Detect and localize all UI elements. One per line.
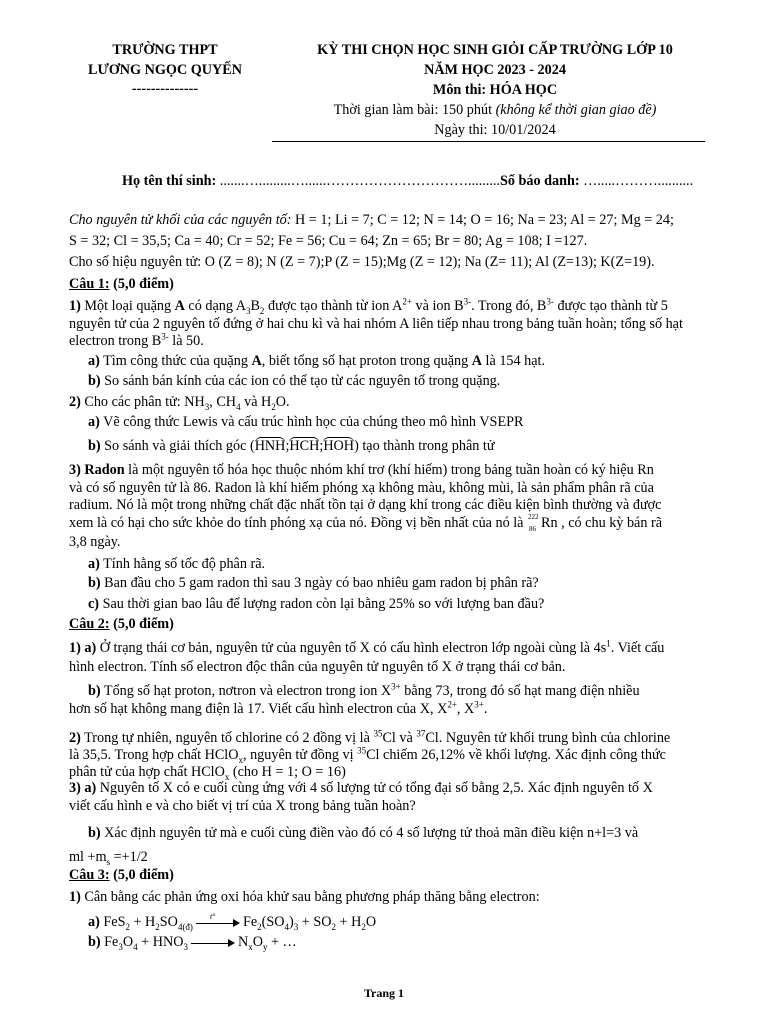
formula: + H	[129, 914, 156, 930]
isotope-notation	[527, 512, 541, 533]
superscript: 2+	[447, 699, 457, 710]
q2-title: Câu 2:	[69, 616, 110, 632]
superscript: 3-	[546, 296, 554, 307]
q1-text: , CH	[209, 394, 237, 410]
item-label: b)	[88, 934, 101, 950]
subscript: 2	[257, 921, 262, 932]
subject-value: HÓA HỌC	[489, 82, 558, 98]
school-divider: --------------	[131, 81, 199, 97]
subscript: 2	[155, 921, 160, 932]
q1-text: là 154 hạt.	[482, 353, 546, 369]
superscript: 37	[416, 728, 426, 739]
q1-3c	[88, 595, 544, 613]
q2-text: là 35,5. Trong hợp chất HClO	[69, 747, 239, 763]
q3-p1	[69, 888, 540, 906]
q1-3b	[88, 574, 539, 592]
q1-text: là 50.	[168, 333, 204, 349]
superscript: 3+	[474, 699, 484, 710]
q2-text: Ở trạng thái cơ bản, nguyên tử của nguyên tố X có cấu hình electron lớp ngoài cùng là 4s	[96, 640, 607, 656]
reaction-b	[88, 933, 297, 951]
q2-3b-line1	[88, 824, 638, 842]
q1-text: Vẽ công thức Lewis và cấu trúc hình học của chúng theo mô hình VSEPR	[99, 414, 524, 430]
q1-text: và ion B	[411, 298, 464, 314]
q2-text: Cl chiếm 26,12% về khối lượng. Xác định công thức	[366, 747, 666, 763]
mass-line1	[69, 211, 674, 229]
subscript: 2	[331, 921, 336, 932]
formula: Fe	[100, 934, 119, 950]
isotope-mass: 222	[528, 512, 539, 521]
superscript: 3+	[391, 681, 401, 692]
reaction-arrow-icon	[191, 937, 235, 949]
radon-word: Radon	[80, 462, 125, 478]
q1-text: Sau thời gian bao lâu để lượng radon còn lại bằng 25% so với lượng ban đầu?	[99, 596, 545, 612]
exam-title: KỲ THI CHỌN HỌC SINH GIỎI CẤP TRƯỜNG LỚP 10	[317, 42, 673, 58]
q2-text: , nguyên tử đồng vị	[242, 747, 358, 763]
time-line	[275, 101, 715, 119]
reaction-arrow-icon	[196, 911, 240, 929]
subject-label: Môn thi:	[432, 82, 490, 98]
q1-text: xem là có hại cho sức khỏe do tính phóng xạ của nó. Đồng vị bền nhất của nó là	[69, 515, 528, 531]
q2-text: =+1/2	[110, 849, 148, 865]
q1-p3-number: 3)	[69, 462, 81, 478]
formula: + HNO	[137, 934, 184, 950]
q1-ore-label: A	[174, 298, 185, 314]
q1-p1-line1	[69, 297, 668, 315]
isotope-symbol: Rn	[541, 515, 558, 531]
superscript: 1	[606, 638, 611, 649]
q2-text: Trong tự nhiên, nguyên tố chlorine có 2 đồng vị là	[80, 730, 374, 746]
item-label: a)	[88, 353, 100, 369]
q3-points: (5,0 điểm)	[109, 867, 174, 883]
q1-text: Ban đầu cho 5 gam radon thì sau 3 ngày có bao nhiêu gam radon bị phân rã?	[100, 575, 539, 591]
q1-text: B	[250, 298, 260, 314]
q2-text: bằng 73, trong đó số hạt mang điện nhiều	[400, 683, 640, 699]
subscript: 2	[125, 921, 130, 932]
page-number: Trang 1	[363, 986, 405, 1000]
q1-text: O.	[275, 394, 290, 410]
q2-p1-line2: hình electron. Tính số electron độc thân của nguyên tử nguyên tố X ở trạng thái cơ bản.	[69, 659, 566, 675]
q2-text: , X	[456, 701, 475, 717]
q1-2a	[88, 413, 523, 431]
subscript: (đ)	[182, 921, 193, 932]
subscript: x	[224, 771, 230, 782]
q2-text: ml +m	[69, 849, 107, 865]
subscript: 2	[259, 305, 265, 316]
q1-text: có dạng A	[184, 298, 246, 314]
q1-text: Tính hằng số tốc độ phân rã.	[99, 556, 266, 572]
q2-text: .	[483, 701, 488, 717]
superscript: 3-	[463, 296, 472, 307]
q1-text: là một nguyên tố hóa học thuộc nhóm khí trơ (khí hiếm) trong bảng tuần hoàn có ký hiệu Rn	[124, 462, 654, 478]
formula: SO	[159, 914, 178, 930]
q1-p1-line2: nguyên tử của 2 nguyên tố đứng ở hai chu kì và hai nhóm A liên tiếp nhau trong bảng tuần hoàn; tổng số hạt	[69, 316, 683, 332]
q1-1a	[88, 352, 545, 370]
formula: + H	[335, 914, 362, 930]
q1-3a	[88, 555, 265, 573]
exam-date: Ngày thi: 10/01/2024	[434, 122, 556, 138]
formula: (SO	[261, 914, 285, 930]
item-label: a)	[88, 556, 100, 572]
angle-hnh: HNH	[254, 438, 286, 454]
q2-text: phân tử của hợp chất HClO	[69, 764, 225, 780]
q1-text: ) tạo thành trong phân tử	[354, 438, 495, 454]
formula: O	[252, 934, 263, 950]
subscript: s	[106, 856, 111, 867]
q2-p2-line2	[69, 746, 666, 764]
superscript: 3-	[161, 331, 169, 342]
item-label: b)	[88, 438, 101, 454]
q1-text: Tìm công thức của quặng	[99, 353, 252, 369]
q1-p3-line3: radium. Nó là một trong những chất đặc nhất tồn tại ở dạng khí trong các điều kiện bình thường và được	[69, 497, 662, 513]
superscript: 35	[373, 728, 383, 739]
q3-p1-number: 1)	[69, 889, 81, 905]
q2-p1-line1	[69, 639, 664, 657]
item-label: c)	[88, 596, 100, 612]
q2-p3-number: 3) a)	[69, 780, 97, 796]
q1-text: , có chu kỳ bán rã	[557, 515, 662, 531]
subscript: 4	[284, 921, 289, 932]
q2-text: (cho H = 1; O = 16)	[229, 764, 346, 780]
q1-text: electron trong B	[69, 333, 162, 349]
subscript: 3	[118, 941, 123, 952]
q1-p3-line4	[69, 514, 662, 532]
q2-p2-number: 2)	[69, 730, 81, 746]
q3-title: Câu 3:	[69, 867, 110, 883]
candidate-line	[122, 172, 693, 190]
formula: + …	[267, 934, 297, 950]
q1-text: và H	[240, 394, 272, 410]
q1-text: , biết tổng số hạt proton trong quặng	[261, 353, 472, 369]
atomic-number-line: Cho số hiệu nguyên tử: O (Z = 8); N (Z = 7);P (Z = 15);Mg (Z = 12); Na (Z= 11); Al (Z=13); K(Z=19).	[69, 254, 655, 270]
subscript: 4	[177, 921, 183, 932]
school-year: NĂM HỌC 2023 - 2024	[424, 62, 566, 78]
subscript: y	[262, 941, 268, 952]
q1-p3-line5: 3,8 ngày.	[69, 534, 121, 550]
q1-p3-line1	[69, 461, 654, 479]
header-rule	[272, 141, 705, 142]
school-name-line1: TRƯỜNG THPT	[112, 42, 218, 58]
subject-line	[275, 81, 715, 99]
subscript: 3	[245, 305, 251, 316]
id-label: Số báo danh:	[499, 173, 584, 189]
school-name-line2: LƯƠNG NGỌC QUYẾN	[88, 62, 242, 78]
item-label: a)	[88, 914, 100, 930]
q2-p3-line2: viết cấu hình e và cho biết vị trí của X trong bảng tuần hoàn?	[69, 798, 416, 814]
q3-heading	[69, 866, 174, 884]
q1-ore-label: A	[471, 353, 482, 369]
q1-text: So sánh bán kính của các ion có thể tạo từ các nguyên tố trong quặng.	[100, 373, 501, 389]
q1-text: Cho các phân tử: NH	[80, 394, 205, 410]
name-label: Họ tên thí sinh:	[122, 173, 220, 189]
q1-text: . Trong đó, B	[471, 298, 547, 314]
name-dots: .......….........…......………………………….........	[219, 173, 500, 189]
q2-p3-line1	[69, 779, 653, 797]
q2-p2-line1	[69, 729, 670, 747]
q1-p2-number: 2)	[69, 394, 81, 410]
formula: )	[289, 914, 294, 930]
heat-label: t°	[209, 911, 216, 921]
formula: FeS	[99, 914, 126, 930]
subscript: 3	[293, 921, 299, 932]
superscript: 2+	[402, 296, 412, 307]
q1-2b: b) So sánh và giải thích góc (HNH;HCH;HOH) tạo thành trong phân tử	[88, 438, 495, 454]
q1-points: (5,0 điểm)	[109, 276, 174, 292]
q1-title: Câu 1:	[69, 276, 110, 292]
mass-values-1: H = 1; Li = 7; C = 12; N = 14; O = 16; Na = 23; Al = 27; Mg = 24;	[291, 212, 674, 228]
q2-1b-line2	[69, 700, 487, 718]
q2-text: . Viết cấu	[610, 640, 665, 656]
q2-p1-number: 1) a)	[69, 640, 97, 656]
angle-hch: HCH	[289, 438, 320, 454]
time-limit: Thời gian làm bài: 150 phút	[333, 102, 496, 118]
isotope-number: 86	[529, 524, 537, 533]
subscript: x	[248, 941, 253, 952]
formula: O	[365, 914, 377, 930]
superscript: 35	[357, 745, 367, 756]
subscript: 4	[133, 941, 138, 952]
mass-intro: Cho nguyên tử khối của các nguyên tố:	[69, 212, 292, 228]
q1-text: Một loại quặng	[80, 298, 175, 314]
reaction-a	[88, 913, 376, 931]
item-label: b)	[88, 575, 101, 591]
q1-ore-label: A	[251, 353, 262, 369]
q2-3b-line2	[69, 848, 148, 866]
subscript: 2	[361, 921, 366, 932]
q1-text: được tạo thành từ ion A	[264, 298, 403, 314]
mass-line2: S = 32; Cl = 35,5; Ca = 40; Cr = 52; Fe = 56; Cu = 64; Zn = 65; Br = 80; Ag = 108; I =127.	[69, 233, 588, 249]
q1-text: được tạo thành từ 5	[553, 298, 668, 314]
q2-heading	[69, 615, 174, 633]
q2-text: Tổng số hạt proton, nơtron và electron trong ion X	[100, 683, 392, 699]
q2-text: Cl. Nguyên tử khối trung bình của chlorine	[425, 730, 671, 746]
formula: Fe	[242, 914, 258, 930]
time-note: (không kể thời gian giao đề)	[495, 102, 657, 118]
subscript: 4	[236, 401, 241, 412]
subscript: 3	[183, 941, 188, 952]
formula: + SO	[298, 914, 332, 930]
item-label: a)	[88, 414, 100, 430]
q1-text: So sánh và giải thích góc (	[100, 438, 255, 454]
angle-hoh: HOH	[323, 438, 355, 454]
q2-text: hơn số hạt không mang điện là 17. Viết cấu hình electron của X, X	[69, 701, 448, 717]
q2-points: (5,0 điểm)	[109, 616, 174, 632]
formula: N	[237, 934, 249, 950]
q1-1b	[88, 372, 500, 390]
q1-p1-line3	[69, 332, 204, 350]
item-label: b)	[88, 683, 101, 699]
q1-p3-line2: và có số nguyên tử là 86. Radon là khí hiếm phóng xạ không màu, không mùi, là sản phẩm phân rã của	[69, 480, 654, 496]
q1-heading	[69, 275, 174, 293]
id-dots: ….....………..........	[583, 173, 694, 189]
subscript: 3	[204, 401, 210, 412]
q1-p2	[69, 393, 290, 411]
subscript: x	[238, 754, 243, 765]
subscript: 2	[271, 401, 276, 412]
formula: O	[122, 934, 134, 950]
q2-text: Cl và	[382, 730, 417, 746]
item-label: b)	[88, 373, 101, 389]
q2-text: Xác định nguyên tử mà e cuối cùng điền vào đó có 4 số lượng tử thoả mãn điều kiện n+l=3 và	[100, 825, 639, 841]
q2-text: Nguyên tố X có e cuối cùng ứng với 4 số lượng tử có tổng đại số bằng 2,5. Xác định nguyên tố X	[96, 780, 653, 796]
item-label: b)	[88, 825, 101, 841]
q1-p1-number: 1)	[69, 298, 81, 314]
q2-1b-line1	[88, 682, 640, 700]
q3-text: Cân bằng các phản ứng oxi hóa khử sau bằng phương pháp thăng bằng electron:	[80, 889, 540, 905]
